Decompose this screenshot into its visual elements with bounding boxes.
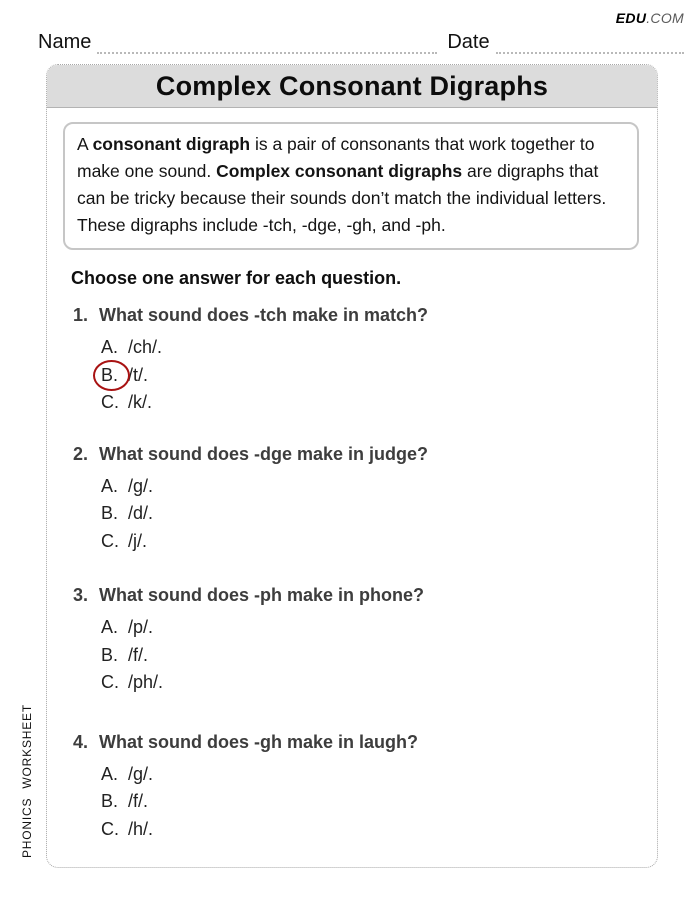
date-fill-line [496, 32, 684, 54]
logo-suffix: .COM [646, 10, 684, 26]
question-text: What sound does -gh make in laugh? [99, 731, 419, 752]
intro-text: is a pair of consonants that work together to make one sound. [77, 134, 595, 181]
option-row [101, 788, 657, 816]
option-label: B. [101, 644, 119, 665]
option-text: /g/. [128, 475, 154, 496]
option-label: B. [101, 503, 119, 523]
option-text: /p/. [128, 617, 154, 637]
worksheet-card [46, 64, 658, 868]
option-text: /j/. [128, 530, 148, 551]
option-row [101, 528, 657, 556]
option-text: /f/. [128, 644, 149, 665]
question-heading [73, 444, 657, 465]
instruction-text: Choose one answer for each question. [71, 268, 402, 288]
options-list [101, 334, 657, 417]
option-row [101, 816, 657, 844]
option-row [101, 761, 657, 789]
options-list [101, 473, 657, 556]
option-row [101, 362, 657, 390]
option-label: C. [101, 530, 119, 551]
option-text: /g/. [128, 763, 154, 784]
question-2 [73, 444, 657, 556]
question-text: What sound does -dge make in judge? [99, 443, 429, 464]
option-row [101, 389, 657, 417]
options-list [101, 761, 657, 844]
option-label: A. [101, 763, 119, 784]
worksheet-title: Complex Consonant Digraphs [155, 70, 549, 101]
option-row [101, 642, 657, 670]
option-row [101, 669, 657, 697]
intro-bold-term: Complex consonant digraphs [216, 161, 463, 181]
question-text: What sound does -ph make in phone? [99, 585, 425, 605]
question-1 [73, 305, 657, 417]
option-label: B. [101, 364, 119, 385]
question-number: 1. [73, 305, 89, 325]
name-fill-line [97, 32, 437, 54]
question-number: 3. [73, 585, 89, 605]
option-text: /k/. [128, 392, 153, 412]
question-number: 2. [73, 443, 89, 464]
option-label: B. [101, 791, 119, 811]
option-label: C. [101, 392, 119, 412]
option-row [101, 473, 657, 501]
question-heading [73, 732, 657, 753]
option-text: /f/. [128, 791, 149, 811]
name-label: Name [38, 31, 92, 53]
name-date-row [38, 30, 684, 54]
worksheet-header [47, 65, 657, 108]
question-heading [73, 305, 657, 326]
logo-brand: EDU [615, 10, 647, 26]
option-text: /d/. [128, 503, 154, 523]
option-label: A. [101, 617, 119, 637]
intro-bold-term: consonant digraph [92, 134, 251, 154]
question-heading [73, 585, 657, 606]
date-label: Date [447, 31, 490, 53]
question-text: What sound does -tch make in match? [99, 305, 429, 325]
phonics-worksheet-side-label: PHONICS WORKSHEET [20, 704, 34, 858]
intro-text: A [77, 134, 93, 154]
option-text: /ch/. [128, 337, 163, 357]
option-label: C. [101, 818, 119, 839]
edu-com-logo [616, 10, 684, 26]
option-text: /h/. [128, 818, 154, 839]
question-3 [73, 585, 657, 697]
option-row [101, 334, 657, 362]
intro-box [63, 122, 639, 250]
option-row [101, 614, 657, 642]
option-label: A. [101, 337, 119, 357]
question-4 [73, 732, 657, 844]
intro-text: are digraphs that can be tricky because their sounds don’t match the individual letters. These digraphs include -tch, -dge, -gh, and -ph. [77, 161, 607, 235]
option-label: A. [101, 475, 119, 496]
option-label: C. [101, 672, 119, 692]
option-text: /t/. [128, 364, 149, 385]
option-text: /ph/. [128, 672, 164, 692]
options-list [101, 614, 657, 697]
question-number: 4. [73, 731, 89, 752]
option-row [101, 500, 657, 528]
